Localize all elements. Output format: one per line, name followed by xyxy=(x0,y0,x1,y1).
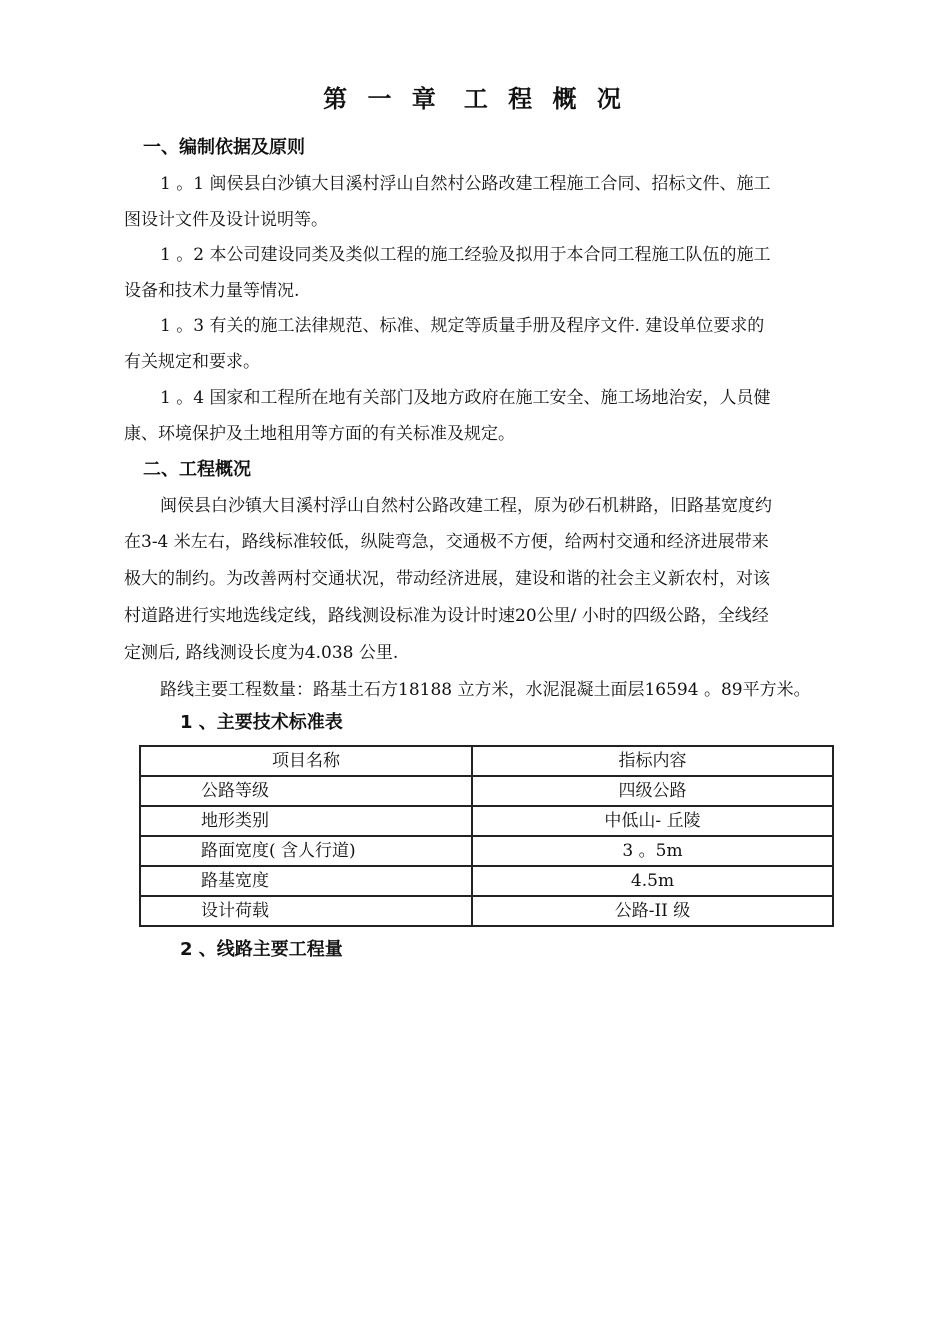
table-cell: 地形类别 xyxy=(140,806,472,836)
chapter-number: 第 一 章 xyxy=(323,85,442,113)
overview-line-5: 定测后, 路线测设长度为4.038 公里. xyxy=(124,643,399,663)
chapter-name: 工 程 概 况 xyxy=(463,85,627,113)
table-cell: 公路-II 级 xyxy=(472,896,833,926)
table-row xyxy=(140,806,833,836)
table-cell: 四级公路 xyxy=(472,776,833,806)
basis-line-1: 1 。1 闽侯县白沙镇大目溪村浮山自然村公路改建工程施工合同、招标文件、施工 xyxy=(160,174,771,194)
overview-line-3: 极大的制约。为改善两村交通状况，带动经济进展，建设和谐的社会主义新农村，对该 xyxy=(124,569,770,589)
overview-line-4: 村道路进行实地选线定线，路线测设标准为设计时速20公里/ 小时的四级公路，全线经 xyxy=(124,606,769,626)
chapter-title xyxy=(0,80,950,118)
table-cell: 3 。5m xyxy=(472,836,833,866)
overview-line-6: 路线主要工程数量：路基土石方18188 立方米，水泥混凝土面层16594 。89平方米。 xyxy=(160,680,811,700)
table-cell: 4.5m xyxy=(472,866,833,896)
table-header-cell: 项目名称 xyxy=(140,746,472,776)
overview-line-1: 闽侯县白沙镇大目溪村浮山自然村公路改建工程，原为砂石机耕路，旧路基宽度约 xyxy=(160,496,772,516)
subsection-heading-standards: 1 、主要技术标准表 xyxy=(180,712,343,733)
basis-line-5: 1 。3 有关的施工法律规范、标准、规定等质量手册及程序文件. 建设单位要求的 xyxy=(160,316,765,336)
basis-line-3: 1 。2 本公司建设同类及类似工程的施工经验及拟用于本合同工程施工队伍的施工 xyxy=(160,245,771,265)
table-row xyxy=(140,866,833,896)
subsection-heading-quantities: 2 、线路主要工程量 xyxy=(180,939,343,960)
section-heading-overview: 二、工程概况 xyxy=(143,459,251,480)
overview-line-2: 在3-4 米左右，路线标准较低，纵陡弯急，交通极不方便，给两村交通和经济进展带来 xyxy=(124,532,769,552)
table-cell: 公路等级 xyxy=(140,776,472,806)
basis-line-7: 1 。4 国家和工程所在地有关部门及地方政府在施工安全、施工场地治安，人员健 xyxy=(160,388,771,408)
basis-line-4: 设备和技术力量等情况. xyxy=(124,281,300,301)
basis-line-6: 有关规定和要求。 xyxy=(124,352,260,372)
table-header-row xyxy=(140,746,833,776)
table-row xyxy=(140,836,833,866)
section-heading-basis: 一、编制依据及原则 xyxy=(143,137,305,158)
table-cell: 中低山- 丘陵 xyxy=(472,806,833,836)
technical-standards-table xyxy=(139,745,834,927)
table-cell: 路面宽度( 含人行道) xyxy=(140,836,472,866)
table-row xyxy=(140,896,833,926)
table-cell: 设计荷载 xyxy=(140,896,472,926)
basis-line-2: 图设计文件及设计说明等。 xyxy=(124,210,328,230)
table-header-cell: 指标内容 xyxy=(472,746,833,776)
basis-line-8: 康、环境保护及土地租用等方面的有关标准及规定。 xyxy=(124,424,515,444)
table-cell: 路基宽度 xyxy=(140,866,472,896)
table-row xyxy=(140,776,833,806)
